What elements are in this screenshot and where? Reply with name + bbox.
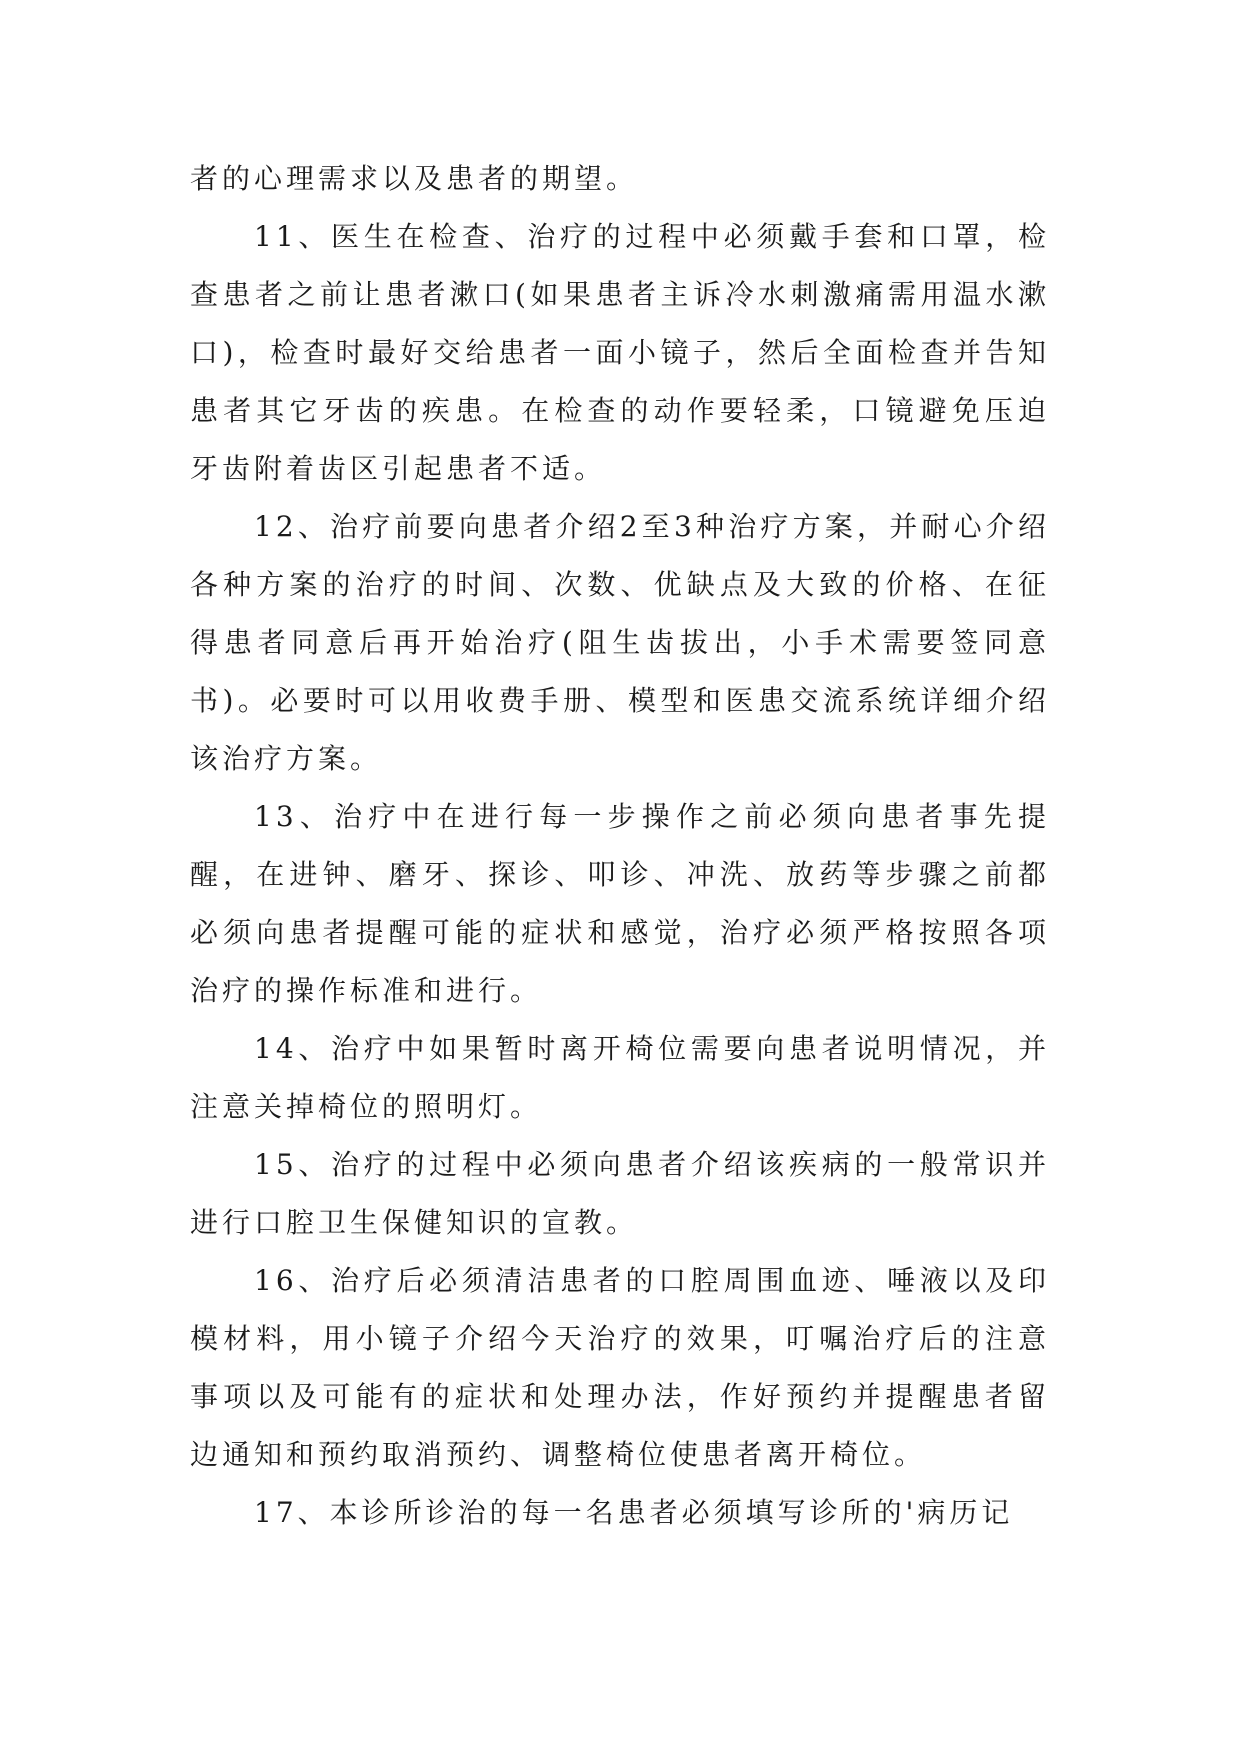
paragraph-item-12: 12、治疗前要向患者介绍2至3种治疗方案，并耐心介绍各种方案的治疗的时间、次数、优缺点及大致的价格、在征得患者同意后再开始治疗(阻生齿拔出，小手术需要签同意书)。必要时可以用收费手册、模型和医患交流系统详细介绍该治疗方案。 (190, 510, 1050, 775)
paragraph-item-11: 11、医生在检查、治疗的过程中必须戴手套和口罩，检查患者之前让患者漱口(如果患者主诉冷水刺激痛需用温水漱口)，检查时最好交给患者一面小镜子，然后全面检查并告知患者其它牙齿的疾患。在检查的动作要轻柔，口镜避免压迫牙齿附着齿区引起患者不适。 (190, 220, 1050, 485)
document-body (190, 150, 1050, 1542)
paragraph-continuation: 者的心理需求以及患者的期望。 (190, 162, 639, 195)
paragraph-item-15: 15、治疗的过程中必须向患者介绍该疾病的一般常识并进行口腔卫生保健知识的宣教。 (190, 1148, 1050, 1239)
paragraph-item-14: 14、治疗中如果暂时离开椅位需要向患者说明情况，并注意关掉椅位的照明灯。 (190, 1032, 1050, 1123)
paragraph-item-16: 16、治疗后必须清洁患者的口腔周围血迹、唾液以及印模材料，用小镜子介绍今天治疗的效果，叮嘱治疗后的注意事项以及可能有的症状和处理办法，作好预约并提醒患者留边通知和预约取消预约、调整椅位使患者离开椅位。 (190, 1264, 1050, 1471)
paragraph-item-13: 13、治疗中在进行每一步操作之前必须向患者事先提醒，在进钟、磨牙、探诊、叩诊、冲洗、放药等步骤之前都必须向患者提醒可能的症状和感觉，治疗必须严格按照各项治疗的操作标准和进行。 (190, 800, 1050, 1007)
paragraph-item-17: 17、本诊所诊治的每一名患者必须填写诊所的'病历记 (254, 1496, 1014, 1529)
